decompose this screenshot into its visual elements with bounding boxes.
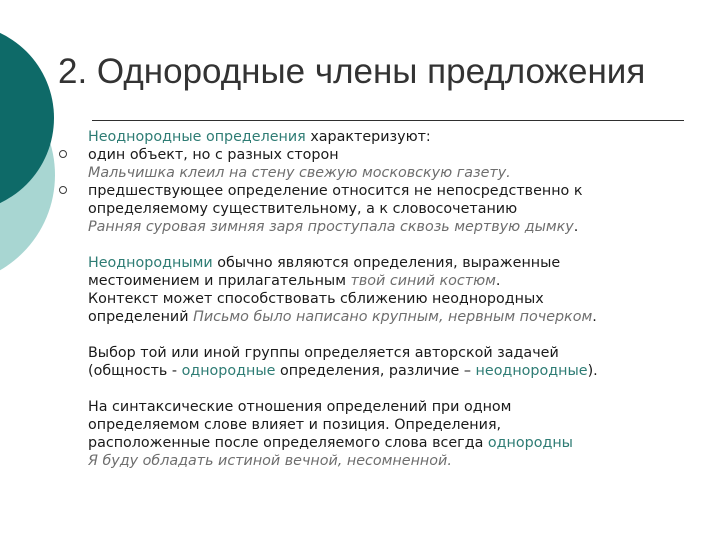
para2-line4: определений Письмо было написано крупным, нервным почерком. [88, 309, 597, 325]
term-nonhomogeneous: Неоднородные определения [88, 129, 306, 145]
bullet-item-2-cont: определяемому существительному, а к словосочетанию [88, 201, 518, 217]
para2-line3: Контекст может способствовать сближению неоднородных [88, 291, 544, 307]
para4-line3: расположенные после определяемого слова всегда однородны [88, 435, 573, 451]
bullet-circle-icon [59, 186, 67, 194]
para4-line2: определяемом слове влияет и позиция. Определения, [88, 417, 502, 433]
para4-line1: На синтаксические отношения определений при одном [88, 399, 512, 415]
para3-line2: (общность - однородные определения, различие – неоднородные). [88, 363, 598, 379]
para1-intro: Неоднородные определения характеризуют: [88, 129, 431, 145]
example-1: Мальчишка клеил на стену свежую московскую газету. [88, 165, 511, 181]
bullet-circle-icon [59, 150, 67, 158]
para2-line1: Неоднородными обычно являются определения, выраженные [88, 255, 561, 271]
bullet-item-2: предшествующее определение относится не непосредственно к [88, 182, 688, 200]
para2-line2: местоимением и прилагательным твой синий костюм. [88, 273, 501, 289]
example-2: Ранняя суровая зимняя заря проступала сквозь мертвую дымку. [88, 219, 579, 235]
page-title: 2. Однородные члены предложения [58, 52, 646, 91]
slide-content [88, 128, 688, 470]
title-divider [92, 120, 684, 121]
example-4: Я буду обладать истиной вечной, несомненной. [88, 453, 452, 469]
para3-line1: Выбор той или иной группы определяется авторской задачей [88, 345, 559, 361]
bullet-item-1: один объект, но с разных сторон [88, 146, 688, 164]
